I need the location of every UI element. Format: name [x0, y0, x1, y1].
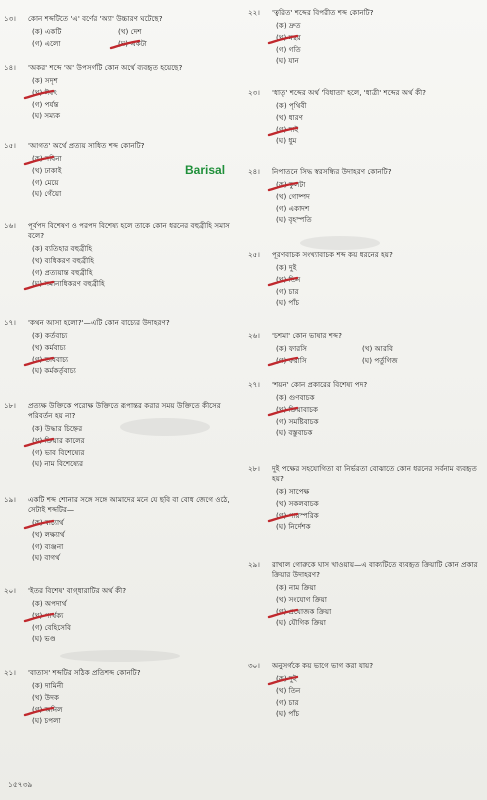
- option-row: [276, 286, 480, 298]
- option-row: [276, 20, 480, 32]
- option-list: [32, 75, 236, 122]
- question-item: [248, 331, 480, 367]
- answer-option[interactable]: (ঘ) কর্মকর্তৃবাচ্য: [32, 366, 76, 376]
- question-text: কোন শব্দটিতে 'এ' বর্ণের 'অ্যা' উচ্চারণ ঘটেছে?: [28, 14, 163, 23]
- option-row: [32, 704, 236, 716]
- answer-option[interactable]: (গ) প্রযোজক ক্রিয়া: [276, 607, 331, 616]
- option-list: [276, 179, 480, 226]
- answer-option[interactable]: (ক) কুলটা: [276, 180, 305, 189]
- answer-option[interactable]: (ঘ) নাম বিশেষ্যের: [32, 459, 84, 469]
- option-row: [32, 622, 236, 634]
- option-list: [276, 582, 480, 629]
- question-item: [4, 586, 236, 645]
- question-stem: [248, 560, 480, 580]
- option-row: [32, 38, 236, 50]
- answer-option[interactable]: (ক) দুই: [276, 674, 296, 683]
- option-list: [32, 598, 236, 645]
- option-row: [32, 87, 236, 99]
- question-item: [248, 250, 480, 309]
- page-smudge: [60, 650, 180, 662]
- answer-mark-icon: [268, 35, 298, 42]
- option-row: [276, 32, 480, 44]
- answer-mark-icon: [268, 407, 298, 414]
- question-text: 'ইতর বিশেষ' বাগ্‌ধারাটির অর্থ কী?: [28, 586, 127, 595]
- answer-option[interactable]: (খ) সংযোগ ক্রিয়া: [276, 594, 327, 604]
- answer-option[interactable]: (খ) ঈষৎ: [32, 88, 57, 97]
- answer-mark-icon: [24, 156, 54, 163]
- answer-option[interactable]: (খ) লক্ষ্যার্থ: [32, 529, 65, 539]
- option-row: [32, 633, 236, 645]
- question-number: ২৮।: [248, 464, 260, 473]
- question-number: ৩০।: [248, 661, 260, 670]
- option-row: [32, 447, 236, 459]
- option-row: [32, 278, 236, 290]
- option-row: [276, 135, 480, 147]
- answer-option[interactable]: (ঘ) নির্দেশক: [276, 522, 311, 532]
- option-row: [32, 177, 236, 189]
- option-row: [276, 416, 480, 428]
- option-row: [276, 343, 480, 355]
- answer-option[interactable]: (ক) দামিনী: [32, 681, 64, 690]
- question-stem: [4, 221, 236, 241]
- option-list: [276, 262, 480, 309]
- answer-mark-icon: [268, 513, 298, 520]
- answer-option[interactable]: (ঘ) যান: [276, 56, 299, 66]
- question-item: [248, 88, 480, 147]
- answer-option[interactable]: (ক) পৃথিবী: [276, 101, 307, 110]
- option-row: [276, 685, 480, 697]
- question-stem: [248, 331, 480, 341]
- option-list: [276, 392, 480, 439]
- option-row: [32, 458, 236, 470]
- answer-mark-icon: [24, 520, 54, 527]
- answer-mark-icon: [110, 40, 196, 47]
- answer-mark-icon: [24, 707, 54, 714]
- question-number: ১৫।: [4, 141, 16, 150]
- question-number: ২৩।: [248, 88, 260, 97]
- question-item: [248, 464, 480, 533]
- option-row: [276, 44, 480, 56]
- question-number: ২০।: [4, 586, 16, 595]
- answer-option[interactable]: (খ) দেশ: [118, 27, 142, 36]
- question-text: পূর্বপদ বিশেষণ ও পরপদ বিশেষ্য হলে তাকে কোন ধরনের বহুব্রীহি সমাস বলে?: [28, 221, 230, 240]
- question-text: পূরণবাচক সংখ্যাবাচক শব্দ কয় ধরনের হয়?: [272, 250, 393, 259]
- question-item: [4, 318, 236, 377]
- option-row: [276, 124, 480, 136]
- question-item: [248, 560, 480, 629]
- option-row: [276, 297, 480, 309]
- answer-option[interactable]: (ঘ) বাগর্থ: [32, 553, 60, 563]
- answer-option[interactable]: (ক) ব্যতিহার বহুব্রীহি: [32, 244, 93, 253]
- answer-option[interactable]: (গ) প্রত্যয়ান্ত বহুব্রীহি: [32, 267, 93, 277]
- option-row: [32, 692, 236, 704]
- answer-option[interactable]: (গ) পর্যন্ত: [32, 99, 59, 109]
- option-row: [276, 427, 480, 439]
- question-number: ২৬।: [248, 331, 260, 340]
- option-list: [276, 20, 480, 67]
- option-row: [276, 498, 480, 510]
- question-text: 'ত্বরিত' শব্দের বিপরীত শব্দ কোনটি?: [272, 8, 374, 17]
- option-row: [276, 179, 480, 191]
- question-text: 'চশমা' কোন ভাষার শব্দ?: [272, 331, 342, 340]
- option-row: [276, 203, 480, 215]
- question-number: ১৭।: [4, 318, 16, 327]
- option-list: [32, 243, 236, 290]
- answer-option[interactable]: (খ) ক্রিয়াবাচক: [276, 405, 318, 414]
- question-number: ২২।: [248, 8, 260, 17]
- question-item: [4, 401, 236, 470]
- option-row: [32, 598, 236, 610]
- answer-option[interactable]: (গ) মেয়ে: [32, 177, 59, 187]
- option-list: [276, 486, 480, 533]
- question-stem: [248, 464, 480, 484]
- answer-option[interactable]: (ক) অপদার্থ: [32, 599, 67, 608]
- answer-option[interactable]: (ক) একটি: [32, 27, 62, 36]
- question-stem: [4, 586, 236, 596]
- question-text: 'কথন আসা হলো?'—এটি কোন বাচ্যের উদাহরণ?: [28, 318, 170, 327]
- answer-option[interactable]: (ঘ) গেঁয়ো: [32, 189, 62, 199]
- option-row: [32, 552, 236, 564]
- answer-option[interactable]: (খ) আরবি: [362, 344, 394, 353]
- answer-mark-icon: [268, 127, 298, 134]
- question-number: ১৯।: [4, 495, 16, 504]
- question-stem: [248, 380, 480, 390]
- answer-option[interactable]: (ঘ) বৃহস্পতি: [276, 215, 312, 225]
- answer-option[interactable]: (ঘ) যৌগিক ক্রিয়া: [276, 618, 326, 628]
- board-watermark: Barisal: [185, 163, 226, 177]
- option-row: [276, 262, 480, 274]
- answer-mark-icon: [268, 277, 298, 284]
- answer-option[interactable]: (গ) সমষ্টিবাচক: [276, 416, 319, 426]
- option-list: [32, 680, 236, 727]
- option-row: [32, 330, 236, 342]
- option-row: [32, 365, 236, 377]
- answer-option[interactable]: (ক) সাপেক্ষ: [276, 487, 310, 496]
- option-row: [276, 486, 480, 498]
- answer-mark-icon: [24, 90, 54, 97]
- answer-option[interactable]: (ঘ) সম্যক: [32, 111, 61, 121]
- question-item: [248, 380, 480, 439]
- answer-option[interactable]: (ঘ) একটা: [118, 38, 204, 50]
- answer-option[interactable]: (ঘ) সমানাধিকরণ বহুব্রীহি: [32, 279, 105, 288]
- option-row: [276, 355, 480, 367]
- option-list: [32, 517, 236, 564]
- option-row: [276, 214, 480, 226]
- answer-option[interactable]: (ক) নাম ক্রিয়া: [276, 583, 316, 592]
- answer-mark-icon: [268, 182, 298, 189]
- answer-option[interactable]: (খ) সকলবাচক: [276, 498, 319, 508]
- question-number: ২৫।: [248, 250, 260, 259]
- option-list: [276, 100, 480, 147]
- option-row: [32, 99, 236, 111]
- answer-option[interactable]: (ক) নবিনা: [32, 154, 62, 163]
- answer-option[interactable]: (ঘ) পাঁচ: [276, 709, 300, 719]
- question-stem: [248, 661, 480, 671]
- answer-option[interactable]: (গ) একাদশ: [276, 203, 310, 213]
- answer-option[interactable]: (ক) সদৃশ: [32, 76, 58, 85]
- answer-option[interactable]: (খ) পার্থক্য: [32, 611, 63, 620]
- answer-option[interactable]: (ঘ) ভণ্ড: [32, 634, 56, 644]
- answer-option[interactable]: (ক) দুই: [276, 263, 297, 272]
- answer-option[interactable]: (ঘ) ধুম: [276, 136, 297, 146]
- question-stem: [4, 14, 236, 24]
- option-row: [32, 610, 236, 622]
- question-item: [248, 661, 480, 720]
- answer-option[interactable]: (খ) ক্রিয়ার কালের: [32, 436, 85, 445]
- question-text: একটি শব্দ শোনার সঙ্গে সঙ্গে আমাদের মনে যে ছবি বা বোধ জেগে ওঠে, সেটাই শব্দটির—: [28, 495, 230, 514]
- question-stem: [248, 8, 480, 18]
- option-row: [32, 517, 236, 529]
- question-text: 'বাতাস' শব্দটির সঠিক প্রতিশব্দ কোনটি?: [28, 668, 141, 677]
- option-row: [276, 55, 480, 67]
- option-row: [276, 673, 480, 685]
- option-row: [276, 510, 480, 522]
- question-stem: [4, 63, 236, 73]
- answer-option[interactable]: (খ) তিন: [276, 685, 301, 695]
- answer-option[interactable]: (ক) উদ্ধার চিহ্নের: [32, 424, 83, 433]
- answer-option[interactable]: (গ) বেহিসেবি: [32, 622, 72, 632]
- question-number: ২৯।: [248, 560, 260, 569]
- question-number: ২৭।: [248, 380, 260, 389]
- option-row: [32, 342, 236, 354]
- option-row: [32, 435, 236, 447]
- question-number: ১৩।: [4, 14, 16, 23]
- page-footer-code: ১৫৭৩৯: [8, 780, 33, 789]
- option-row: [32, 529, 236, 541]
- answer-option[interactable]: (ক) দ্রুত: [276, 21, 301, 30]
- question-stem: [248, 250, 480, 260]
- answer-option[interactable]: (ঘ) পাঁচ: [276, 298, 300, 308]
- option-list: [32, 330, 236, 377]
- option-row: [276, 392, 480, 404]
- option-row: [32, 541, 236, 553]
- question-number: ২৪।: [248, 167, 260, 176]
- option-row: [276, 594, 480, 606]
- question-number: ১৮।: [4, 401, 16, 410]
- answer-option[interactable]: (খ) কর্মবাচ্য: [32, 342, 66, 352]
- question-stem: [4, 318, 236, 328]
- option-row: [32, 75, 236, 87]
- answer-option[interactable]: (খ) উদক: [32, 692, 60, 702]
- answer-option[interactable]: (ঘ) বস্তুবাচক: [276, 428, 313, 438]
- question-item: [4, 221, 236, 290]
- answer-option[interactable]: (গ) এলো: [32, 38, 61, 48]
- option-row: [276, 606, 480, 618]
- answer-option[interactable]: (গ) ভাববাচ্য: [32, 355, 68, 364]
- answer-option[interactable]: (খ) ধারণ: [276, 112, 304, 122]
- option-row: [276, 274, 480, 286]
- answer-option[interactable]: (গ) অনিল: [32, 705, 63, 714]
- question-item: [4, 495, 236, 564]
- option-list: [32, 423, 236, 470]
- answer-mark-icon: [24, 438, 54, 445]
- option-row: [276, 191, 480, 203]
- answer-option[interactable]: (গ) ব্যঞ্জনা: [32, 541, 64, 551]
- answer-option[interactable]: (গ) চার: [276, 286, 299, 296]
- option-row: [32, 26, 236, 38]
- option-row: [276, 697, 480, 709]
- question-text: নিপাতনে সিদ্ধ স্বরসন্ধির উদাহরণ কোনটি?: [272, 167, 392, 176]
- question-stem: [4, 141, 236, 151]
- question-stem: [248, 88, 480, 98]
- option-list: [32, 26, 236, 50]
- question-stem: [4, 401, 236, 421]
- page-smudge: [300, 236, 380, 250]
- option-row: [32, 423, 236, 435]
- answer-option[interactable]: (গ) ভাব বিশেষ্যের: [32, 447, 85, 457]
- option-row: [276, 100, 480, 112]
- question-item: [248, 8, 480, 67]
- answer-mark-icon: [24, 613, 54, 620]
- option-list: [276, 673, 480, 720]
- answer-mark-icon: [24, 357, 54, 364]
- option-row: [32, 680, 236, 692]
- question-stem: [4, 495, 236, 515]
- option-row: [276, 112, 480, 124]
- question-number: ১৪।: [4, 63, 16, 72]
- answer-option[interactable]: (ক) গুণবাচক: [276, 393, 315, 402]
- answer-option[interactable]: (খ) ব্যধিকরণ বহুব্রীহি: [32, 255, 94, 265]
- option-row: [32, 243, 236, 255]
- answer-option[interactable]: (খ) মন্থর: [276, 33, 301, 42]
- option-row: [32, 255, 236, 267]
- answer-option[interactable]: (ঘ) পর্তুগিজ: [362, 355, 398, 365]
- answer-option[interactable]: (গ) চার: [276, 697, 299, 707]
- answer-mark-icon: [268, 609, 298, 616]
- answer-mark-icon: [24, 281, 54, 288]
- question-item: [248, 167, 480, 226]
- question-item: [4, 63, 236, 122]
- question-text: 'অকর' শব্দে 'অ' উপসর্গটি কোন অর্থে ব্যবহৃত হয়েছে?: [28, 63, 183, 72]
- option-row: [32, 188, 236, 200]
- option-row: [32, 267, 236, 279]
- question-text: 'আগত' অর্থে প্রত্যয় সাধিত শব্দ কোনটি?: [28, 141, 145, 150]
- option-list: [276, 343, 480, 367]
- question-number: ১৬।: [4, 221, 16, 230]
- answer-option[interactable]: (খ) ঢাকাই: [32, 165, 62, 175]
- question-item: [4, 14, 236, 50]
- answer-option[interactable]: (খ) তিন: [276, 275, 300, 284]
- option-row: [276, 582, 480, 594]
- answer-option[interactable]: (গ) গতি: [276, 44, 301, 54]
- question-text: দুই পক্ষের সহযোগিতা বা নির্ভরতা বোঝাতে কোন ধরনের সর্বনাম ব্যবহৃত হয়?: [272, 464, 477, 483]
- question-text: 'ধাতৃ' শব্দের অর্থ 'বিধাতা' হলে, 'ধাত্রী' শব্দের অর্থ কী?: [272, 88, 426, 97]
- option-row: [276, 521, 480, 533]
- answer-mark-icon: [268, 676, 298, 683]
- answer-option[interactable]: (ক) বাচ্যার্থ: [32, 518, 64, 527]
- answer-option[interactable]: (খ) গোষ্পদ: [276, 191, 310, 201]
- option-row: [32, 110, 236, 122]
- question-text: প্রত্যক্ষ উক্তিকে পরোক্ষ উক্তিতে রূপান্তর করার সময় উক্তিতে কীসের পরিবর্তন হয় না?: [28, 401, 221, 420]
- question-item: [4, 668, 236, 727]
- question-text: 'শয়ন' কোন প্রকারের বিশেষ্য পদ?: [272, 380, 368, 389]
- option-row: [276, 404, 480, 416]
- option-row: [276, 708, 480, 720]
- question-text: রাখাল গোরুকে ঘাস খাওয়ায়—এ বাক্যটিতে ব্যবহৃত ক্রিয়াটি কোন প্রকার ক্রিয়ার উদাহরণ?: [272, 560, 478, 579]
- answer-mark-icon: [268, 357, 354, 364]
- answer-option[interactable]: (গ) দাই: [276, 125, 298, 134]
- option-row: [276, 617, 480, 629]
- answer-option[interactable]: (ক) কর্তবাচ্য: [32, 331, 68, 340]
- question-stem: [248, 167, 480, 177]
- option-row: [32, 354, 236, 366]
- answer-option[interactable]: (গ) পারস্পরিক: [276, 511, 319, 520]
- answer-option[interactable]: (গ) ফরাসি: [276, 355, 362, 367]
- question-number: ২১।: [4, 668, 16, 677]
- question-stem: [4, 668, 236, 678]
- option-row: [32, 715, 236, 727]
- answer-option[interactable]: (ঘ) চপলা: [32, 716, 61, 726]
- answer-option[interactable]: (ক) ফারসি: [276, 344, 308, 353]
- question-text: অনুসর্গকে কয় ভাগে ভাগ করা যায়?: [272, 661, 374, 670]
